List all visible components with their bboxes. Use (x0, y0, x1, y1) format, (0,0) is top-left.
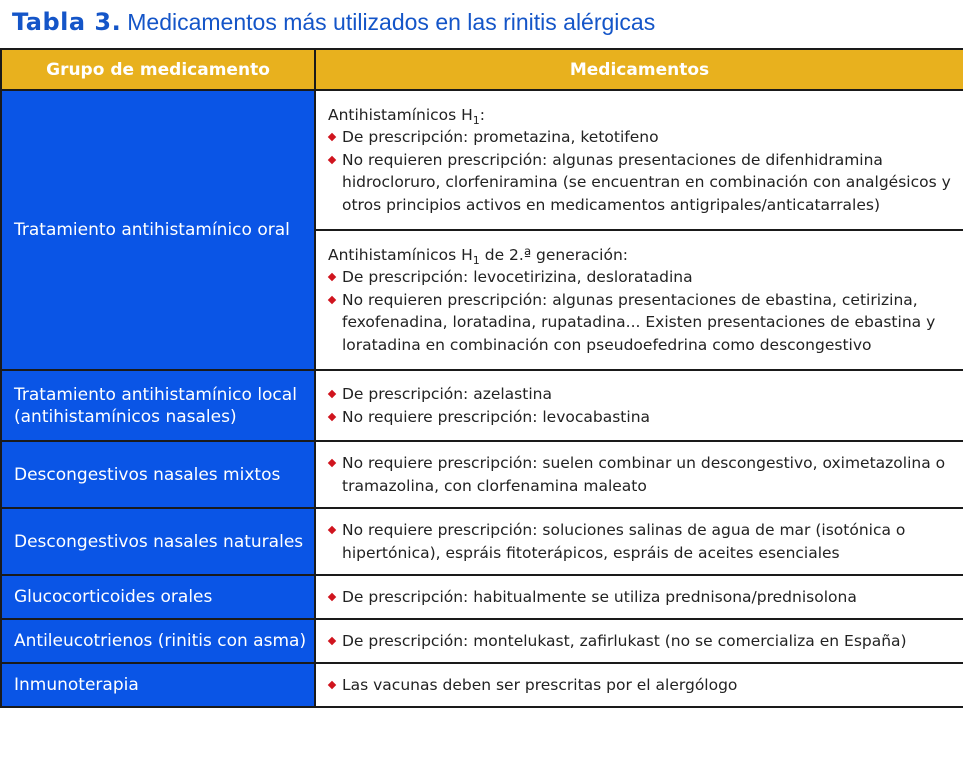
header-medications-column: Medicamentos (315, 49, 963, 90)
list-item: No requieren prescripción: algunas presentaciones de difenhidramina hidrocloruro, clorfeniramina (se encuentran en combinación con analgésicos y otros principios activos en medicamentos antigripales/anticatarrales) (328, 149, 953, 217)
group-cell-inmuno: Inmunoterapia (1, 663, 315, 707)
bullet-icon (328, 296, 336, 304)
bullet-icon (328, 681, 336, 689)
table-row (1, 663, 963, 707)
bullet-icon (328, 637, 336, 645)
table-row (1, 508, 963, 575)
meds-list (328, 266, 953, 356)
meds-list (328, 383, 953, 428)
list-item: No requieren prescripción: algunas presentaciones de ebastina, cetirizina, fexofenadina, loratadina, rupatadina... Existen presentaciones de ebastina y loratadina en combinación con pseudoefedrina como descongestivo (328, 289, 953, 357)
meds-cell-naturales (315, 508, 963, 575)
meds-list (328, 519, 953, 564)
meds-cell-inmuno (315, 663, 963, 707)
table-row (1, 619, 963, 663)
bullet-icon (328, 593, 336, 601)
meds-list (328, 126, 953, 216)
meds-cell-local (315, 370, 963, 441)
bullet-icon (328, 156, 336, 164)
table-title (12, 6, 655, 38)
group-cell-oral: Tratamiento antihistamínico oral (1, 90, 315, 370)
bullet-icon (328, 390, 336, 398)
table-row (1, 575, 963, 619)
list-item: De prescripción: prometazina, ketotifeno (328, 126, 953, 149)
table-row (1, 90, 963, 230)
meds-cell-gluco (315, 575, 963, 619)
bullet-icon (328, 133, 336, 141)
group-cell-mixtos: Descongestivos nasales mixtos (1, 441, 315, 508)
bullet-icon (328, 459, 336, 467)
bullet-icon (328, 273, 336, 281)
meds-cell-mixtos (315, 441, 963, 508)
list-item: Las vacunas deben ser prescritas por el alergólogo (328, 674, 953, 697)
bullet-icon (328, 526, 336, 534)
table-title-text: Medicamentos más utilizados en las rinitis alérgicas (127, 9, 656, 35)
table-row (1, 441, 963, 508)
group-cell-gluco: Glucocorticoides orales (1, 575, 315, 619)
meds-cell-antileuco (315, 619, 963, 663)
meds-list (328, 674, 953, 697)
meds-heading: Antihistamínicos $H_1$: (328, 105, 486, 127)
bullet-icon (328, 412, 336, 420)
meds-cell-oral-2 (315, 230, 963, 370)
medication-table (0, 48, 963, 708)
group-cell-antileuco: Antileucotrienos (rinitis con asma) (1, 619, 315, 663)
list-item: De prescripción: montelukast, zafirlukast (no se comercializa en España) (328, 630, 953, 653)
list-item: No requiere prescripción: suelen combinar un descongestivo, oximetazolina o tramazolina, con clorfenamina maleato (328, 452, 953, 497)
group-cell-local: Tratamiento antihistamínico local (antihistamínicos nasales) (1, 370, 315, 441)
meds-heading: Antihistamínicos $H_1$ de 2.ª generación: (328, 245, 629, 267)
table-title-label: Tabla 3. (12, 8, 122, 36)
list-item: No requiere prescripción: soluciones salinas de agua de mar (isotónica o hipertónica), espráis fitoterápicos, espráis de aceites esenciales (328, 519, 953, 564)
meds-list (328, 630, 953, 653)
list-item: No requiere prescripción: levocabastina (328, 406, 953, 429)
table-header-row (1, 49, 963, 90)
meds-list (328, 586, 953, 609)
table-row (1, 370, 963, 441)
meds-list (328, 452, 953, 497)
list-item: De prescripción: habitualmente se utiliza prednisona/prednisolona (328, 586, 953, 609)
group-cell-naturales: Descongestivos nasales naturales (1, 508, 315, 575)
list-item: De prescripción: levocetirizina, desloratadina (328, 266, 953, 289)
list-item: De prescripción: azelastina (328, 383, 953, 406)
meds-cell-oral-1 (315, 90, 963, 230)
header-group-column: Grupo de medicamento (1, 49, 315, 90)
